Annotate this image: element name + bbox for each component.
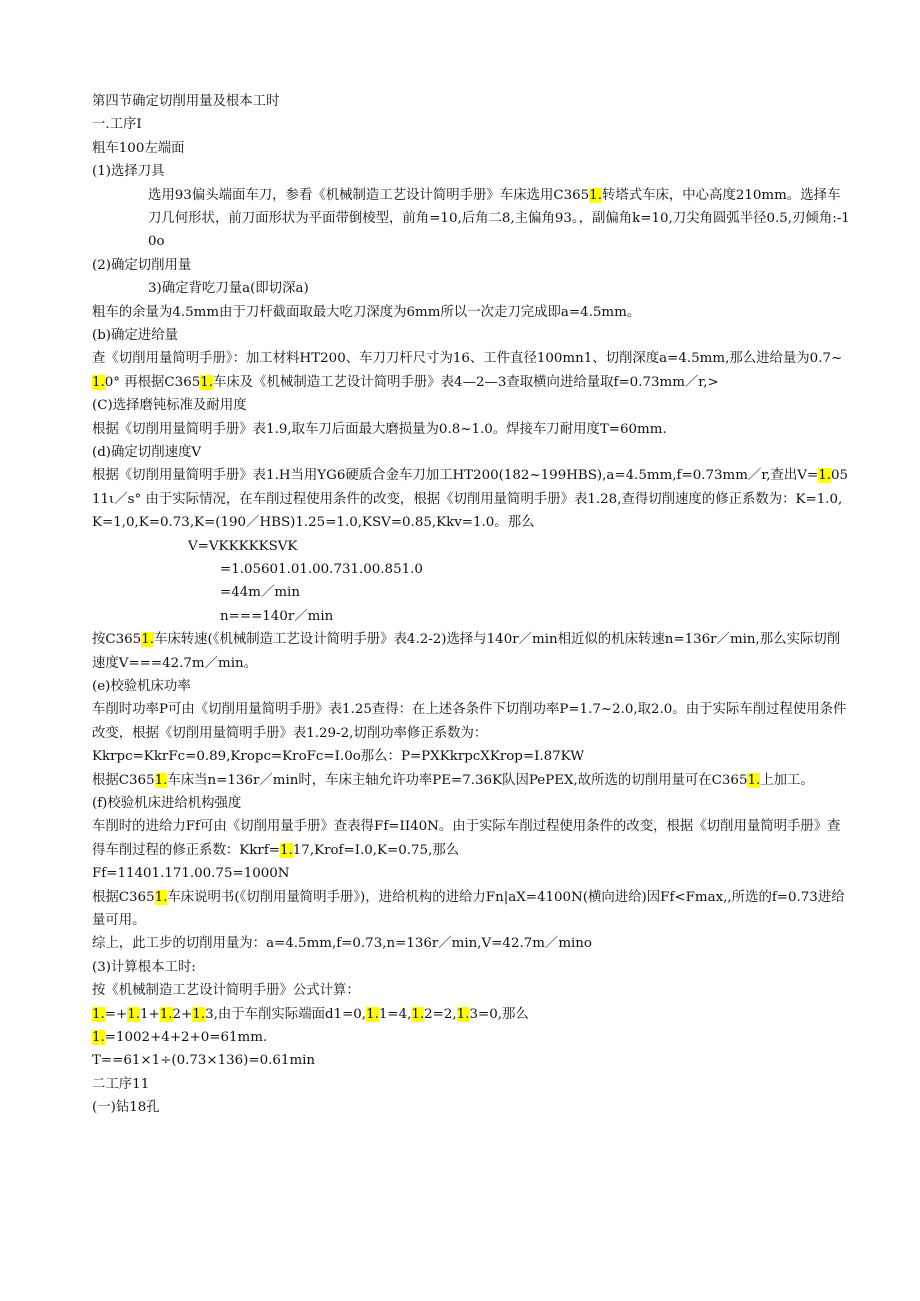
text-segment: 车床及《机械制造工艺设计简明手册》表4—2—3查取横向进给量取f=0.73mm／r,> (213, 374, 719, 390)
text-segment: Kkrpc=KkrFc=0.89,Kropc=KroFc=I.0o那么：P=PXKkrpcXKrop=I.87KW (92, 749, 584, 765)
text-segment: (f)校验机床进给机构强度 (92, 795, 242, 811)
highlighted-text: 1. (92, 1006, 105, 1022)
text-line (92, 90, 852, 113)
highlighted-text: 1. (818, 468, 831, 484)
text-segment: =1002+4+2+0=61mm. (104, 1029, 268, 1045)
text-line (92, 347, 852, 394)
text-segment: =+ (104, 1006, 128, 1022)
text-line (92, 675, 852, 698)
text-segment: 1=4, (378, 1006, 412, 1022)
text-line (92, 1026, 852, 1049)
text-segment: 车床转速(《机械制造工艺设计简明手册》表4.2-2)选择与140r／min相近似的机床转速n=136r／min,那么实际切削速度V===42.7m／min。 (92, 632, 841, 671)
text-line (92, 394, 852, 417)
text-line (92, 1073, 852, 1096)
highlighted-text: 1. (127, 1006, 141, 1022)
text-line (92, 137, 852, 160)
text-segment: 一.工序I (92, 117, 142, 133)
text-line (92, 254, 852, 277)
highlighted-text: 1. (456, 1006, 470, 1022)
text-line (92, 464, 852, 534)
text-line (92, 581, 852, 604)
text-segment: 上加工。 (760, 772, 814, 788)
text-line (92, 956, 852, 979)
text-line (92, 745, 852, 768)
text-segment: 根据C365 (92, 772, 155, 788)
text-segment: 按《机械制造工艺设计简明手册》公式计算： (92, 983, 360, 999)
highlighted-text: 1. (92, 374, 105, 390)
text-line (92, 1003, 852, 1026)
text-segment: 根据《切削用量简明手册》表1.9,取车刀后面最大磨损量为0.8~1.0。焊接车刀耐用度T=60mm. (92, 421, 667, 437)
text-segment: (3)计算根本工时: (92, 959, 196, 975)
text-segment: 0° 再根据C365 (104, 374, 201, 390)
text-segment: 二工序11 (92, 1076, 150, 1092)
highlighted-text: 1. (154, 889, 168, 905)
highlighted-text: 1. (280, 842, 293, 858)
text-segment: (2)确定切削用量 (92, 257, 192, 273)
text-line (92, 301, 852, 324)
highlighted-text: 1. (192, 1006, 206, 1022)
highlighted-text: 1. (159, 1006, 173, 1022)
text-line (92, 558, 852, 581)
text-segment: T==61×1÷(0.73×136)=0.61min (92, 1053, 316, 1069)
text-line (92, 698, 852, 745)
text-line (92, 1049, 852, 1072)
text-segment: 转塔式车床，中心高度210mm。选择车刀几何形状，前刀面形状为平面带倒棱型，前角=10,后角二8,主偏角93。，副偏角k=10,刀尖角圆弧半径0.5,刃倾角:-10o (148, 187, 850, 250)
text-line (92, 184, 852, 254)
text-segment: n===140r／min (220, 608, 334, 624)
text-segment: (1)选择刀具 (92, 164, 165, 180)
text-segment: (C)选择磨钝标准及耐用度 (92, 398, 247, 414)
text-line (92, 277, 852, 300)
text-segment: 选用93偏头端面车刀，参看《机械制造工艺设计简明手册》车床选用C365 (148, 187, 590, 203)
text-segment: 0511ι／s° 由于实际情况，在车削过程使用条件的改变，根据《切削用量简明手册》表1.28,查得切削速度的修正系数为：K=1.0,K=1,0,K=0.73,K=(190／HBS)1.25=1.0,KSV=0.85,Kkv=1.0。那么 (92, 468, 849, 531)
highlighted-text: 1. (589, 187, 602, 203)
text-segment: 3)确定背吃刀量a(即切深a) (148, 281, 309, 297)
text-segment: (d)确定切削速度V (92, 444, 202, 460)
text-segment: 3,由于车削实际端面d1=0, (205, 1006, 367, 1022)
text-line (92, 441, 852, 464)
text-segment: 车削时功率P可由《切削用量简明手册》表1.25查得：在上述各条件下切削功率P=1.7~2.0,取2.0。由于实际车削过程使用条件改变，根据《切削用量简明手册》表1.29-2,切削功率修正系数为： (92, 702, 847, 741)
text-segment: 3=0,那么 (469, 1006, 529, 1022)
text-line (92, 979, 852, 1002)
text-line (92, 628, 852, 675)
text-segment: =44m／min (220, 585, 300, 601)
text-line (92, 1096, 852, 1119)
text-segment: 车床说明书(《切削用量简明手册》)，进给机构的进给力Fn|aX=4100N(横向进给)因Ff<Fmax,,所选的f=0.73进给量可用。 (92, 889, 845, 928)
text-segment: 综上，此工步的切削用量为：a=4.5mm,f=0.73,n=136r／min,V=42.7m／mino (92, 936, 592, 952)
text-segment: 根据《切削用量简明手册》表1.H当用YG6硬质合金车刀加工HT200(182~199HBS),a=4.5mm,f=0.73mm／r,查出V= (92, 468, 819, 484)
text-segment: Ff=11401.171.00.75=1000N (92, 866, 290, 882)
text-segment: 车床当n=136r／min时，车床主轴允许功率PE=7.36K队因PePEX,故所选的切削用量可在C365 (167, 772, 748, 788)
text-segment: 粗车100左端面 (92, 140, 185, 156)
text-segment: 车削时的进给力Ff可由《切削用量手册》查表得Ff=II40N。由于实际车削过程使用条件的改变，根据《切削用量简明手册》查得车削过程的修正系数：Kkrf= (92, 819, 841, 858)
text-line (92, 418, 852, 441)
highlighted-text: 1. (154, 772, 168, 788)
text-segment: 按C365 (92, 632, 142, 648)
text-segment: (一)钻18孔 (92, 1100, 160, 1116)
text-segment: 粗车的余量为4.5mm由于刀杆截面取最大吃刀深度为6mm所以一次走刀完成即a=4.5mm。 (92, 304, 641, 320)
text-segment: 查《切削用量简明手册》：加工材料HT200、车刀刀杆尺寸为16、工件直径100mn1、切削深度a=4.5mm,那么进给量为0.7~ (92, 351, 843, 367)
text-line (92, 535, 852, 558)
text-line (92, 792, 852, 815)
highlighted-text: 1. (200, 374, 214, 390)
text-line (92, 815, 852, 862)
text-segment: 2+ (172, 1006, 193, 1022)
text-segment: V=VKKKKKSVK (188, 538, 298, 554)
text-segment: 根据C365 (92, 889, 155, 905)
highlighted-text: 1. (747, 772, 761, 788)
text-line (92, 862, 852, 885)
highlighted-text: 1. (92, 1029, 105, 1045)
text-segment: 1+ (140, 1006, 160, 1022)
text-segment: (e)校验机床功率 (92, 678, 191, 694)
highlighted-text: 1. (366, 1006, 379, 1022)
text-line (92, 324, 852, 347)
text-line (92, 886, 852, 933)
text-segment: 第四节确定切削用量及根本工时 (92, 94, 280, 109)
document-page (92, 90, 852, 1119)
text-line (92, 769, 852, 792)
text-segment: 17,Krof=I.0,K=0.75,那么 (292, 842, 460, 858)
text-segment: (b)确定进给量 (92, 327, 178, 343)
highlighted-text: 1. (141, 632, 154, 648)
text-line (92, 160, 852, 183)
text-line (92, 113, 852, 136)
highlighted-text: 1. (411, 1006, 425, 1022)
text-line (92, 605, 852, 628)
text-segment: 2=2, (424, 1006, 457, 1022)
text-segment: =1.05601.01.00.731.00.851.0 (220, 561, 423, 577)
text-line (92, 932, 852, 955)
